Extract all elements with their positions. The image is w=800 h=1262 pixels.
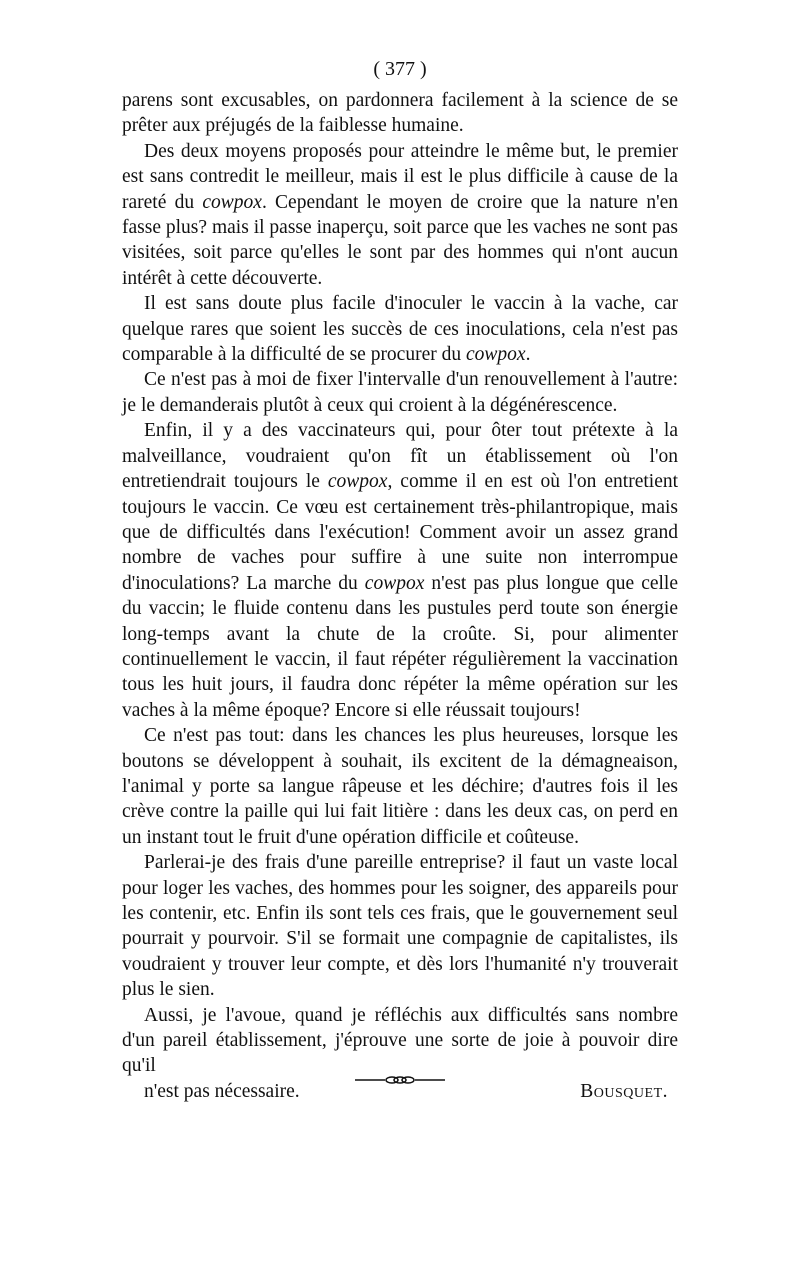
emphasis-cowpox: cowpox (202, 191, 262, 213)
emphasis-cowpox: cowpox (465, 344, 526, 366)
closing-text: n'est pas nécessaire. (144, 1080, 300, 1102)
paragraph-2: Des deux moyens proposés pour atteindre le même but, le premier est sans contredit le meilleur, mais il est le plus difficile à cause de la rareté du cowpox. Cependant le moyen de croire que la nature n'en fasse plus? mais il passe inaperçu, soit parce que les vaches ne sont pas visitées, soit parce qu'elles le sont par des hommes qui n'ont aucun intérêt à cette découverte. (122, 140, 678, 289)
paragraph-7: Parlerai-je des frais d'une pareille entreprise? il faut un vaste local pour loger les vaches, des hommes pour les soigner, des appareils pour les contenir, etc. Enfin ils sont tels ces frais, que le gouvernement seul pourrait y pourvoir. S'il se formait une compagnie de capitalistes, ils voudraient y trouver leur compte, et dès lors l'humanité n'y trouverait plus le sien. (122, 852, 678, 1001)
paragraph-5: Enfin, il y a des vaccinateurs qui, pour ôter tout prétexte à la malveillance, voudraient qu'on fît un établissement où l'on entretiendrait toujours le cowpox, comme il en est où l'on entretient toujours le vaccin. Ce vœu est certainement très-philantropique, mais que de difficultés dans l'exécution! Comment avoir un assez grand nombre de vaches pour suffire à une suite non interrompue d'inoculations? La marche du cowpox n'est pas plus longue que celle du vaccin; le fluide contenu dans les pustules perd toute son énergie long-temps avant la chute de la croûte. Si, pour alimenter continuellement le vaccin, il faut répéter régulièrement la vaccination tous les huit jours, il faudra donc répéter la même opération sur les vaches à la même époque? Encore si elle réussait toujours! (122, 420, 679, 721)
emphasis-cowpox: cowpox (364, 572, 425, 594)
page-number: ( 377 ) (373, 58, 427, 80)
author-signature: Bousquet. (580, 1080, 668, 1102)
emphasis-cowpox: cowpox (327, 471, 388, 493)
paragraph-8: Aussi, je l'avoue, quand je réfléchis aux difficultés sans nombre d'un pareil établissement, j'éprouve une sorte de joie à pouvoir dire qu'il (122, 1004, 678, 1077)
paragraph-3: Il est sans doute plus facile d'inoculer le vaccin à la vache, car quelque rares que soient les succès de ces inoculations, cela n'est pas comparable à la difficulté de se procurer du cowpox. (122, 293, 678, 366)
divider-ornament-icon (355, 1075, 445, 1085)
paragraph-6: Ce n'est pas tout: dans les chances les plus heureuses, lorsque les boutons se développent à souhait, ils excitent de la démagneaison, l'animal y porte sa langue râpeuse et les déchire; d'autres fois il les crève contre la paille qui lui fait litière : dans les deux cas, on perd en un instant tout le fruit d'une opération difficile et coûteuse. (122, 725, 678, 848)
paragraph-4: Ce n'est pas à moi de fixer l'intervalle d'un renouvellement à l'autre: je le demanderais plutôt à ceux qui croient à la dégénérescence. (122, 369, 678, 416)
paragraph-1: parens sont excusables, on pardonnera facilement à la science de se prêter aux préjugés de la faiblesse humaine. (122, 90, 678, 137)
body-text (122, 88, 678, 1104)
